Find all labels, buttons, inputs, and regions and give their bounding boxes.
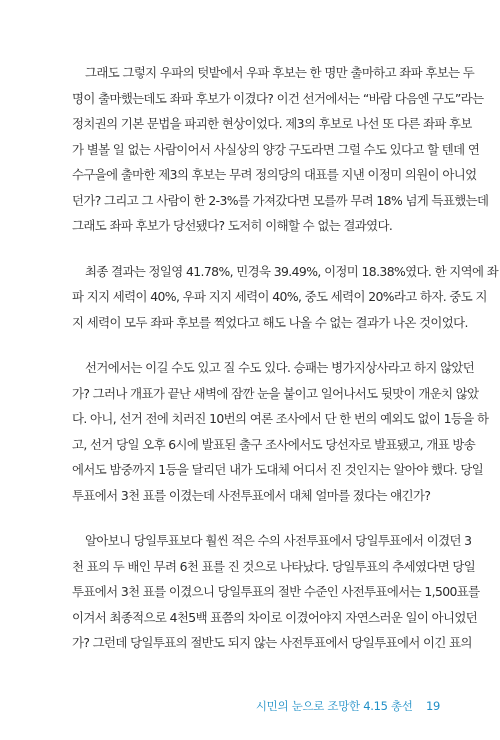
text-line: 고, 선거 당일 오후 6시에 발표된 출구 조사에서도 당선자로 발표됐고, 개표 방송 — [72, 436, 476, 452]
text-line: 최종 결과는 정일영 41.78%, 민경욱 39.49%, 이정미 18.38%였다. 한 지역에 좌 — [85, 263, 499, 279]
text-line: 다. 아니, 선거 전에 치러진 10번의 여론 조사에서 단 한 번의 예외도 없이 1등을 하 — [72, 411, 489, 426]
text-line: 이겨서 최종적으로 4천5백 표쯤의 차이로 이겼어야지 자연스러운 일이 아니었던 — [72, 609, 478, 625]
text-line: 지 세력이 모두 좌파 후보를 찍었다고 해도 나올 수 없는 결과가 나온 것이었다. — [72, 314, 468, 330]
text-line: 파 지지 세력이 40%, 우파 지지 세력이 40%, 중도 세력이 20%라고 하자. 중도 지 — [72, 289, 487, 304]
text-line: 명이 출마했는데도 좌파 후보가 이겼다? 이건 선거에서는 “바람 다음엔 구도”라는 — [72, 90, 484, 106]
text-line: 투표에서 3천 표를 이겼는데 사전투표에서 대체 얼마를 졌다는 얘긴가? — [72, 487, 431, 503]
text-line: 가 별볼 일 없는 사람이어서 사실상의 양강 구도라면 그럴 수도 있다고 할 텐데 연 — [72, 141, 480, 157]
page-footer — [0, 698, 440, 714]
text-line: 가? 그런데 당일투표의 절반도 되지 않는 사전투표에서 당일투표에서 이긴 표의 — [72, 635, 472, 650]
running-title: 시민의 눈으로 조망한 4.15 총선 — [255, 699, 413, 713]
text-line: 정치권의 기본 문법을 파괴한 현상이었다. 제3의 후보로 나선 또 다른 좌파 후보 — [72, 116, 472, 131]
text-line: 천 표의 두 배인 무려 6천 표를 진 것으로 나타났다. 당일투표의 추세였다면 당일 — [72, 558, 476, 574]
page-body — [72, 60, 499, 676]
paragraph-1 — [72, 60, 489, 239]
text-line: 선거에서는 이길 수도 있고 질 수도 있다. 승패는 병가지상사라고 하지 않았던 — [85, 360, 475, 375]
text-line: 투표에서 3천 표를 이겼으니 당일투표의 절반 수준인 사전투표에서는 1,500표를 — [72, 584, 480, 599]
paragraph-2 — [72, 259, 499, 336]
text-line: 던가? 그리고 그 사람이 한 2-3%를 가져갔다면 모를까 무려 18% 넘게 득표했는데 — [72, 192, 489, 208]
text-line: 알아보니 당일투표보다 훨씬 적은 수의 사전투표에서 당일투표에서 이겼던 3 — [85, 533, 472, 548]
text-line: 그래도 그렇지 우파의 텃밭에서 우파 후보는 한 명만 출마하고 좌파 후보는 두 — [85, 65, 475, 80]
text-line: 그래도 좌파 후보가 당선됐다? 도저히 이해할 수 없는 결과였다. — [72, 218, 393, 233]
page-number: 19 — [425, 699, 440, 713]
paragraph-4 — [72, 528, 480, 656]
text-line: 가? 그러나 개표가 끝난 새벽에 잠깐 눈을 붙이고 일어나서도 뒷맛이 개운치 않았 — [72, 385, 479, 401]
text-line: 수구을에 출마한 제3의 후보는 무려 정의당의 대표를 지낸 이정미 의원이 아니었 — [72, 167, 477, 182]
paragraph-3 — [72, 355, 489, 508]
text-line: 에서도 밤중까지 1등을 달리던 내가 도대체 어디서 진 것인지는 알아야 했다. 당일 — [72, 462, 484, 477]
